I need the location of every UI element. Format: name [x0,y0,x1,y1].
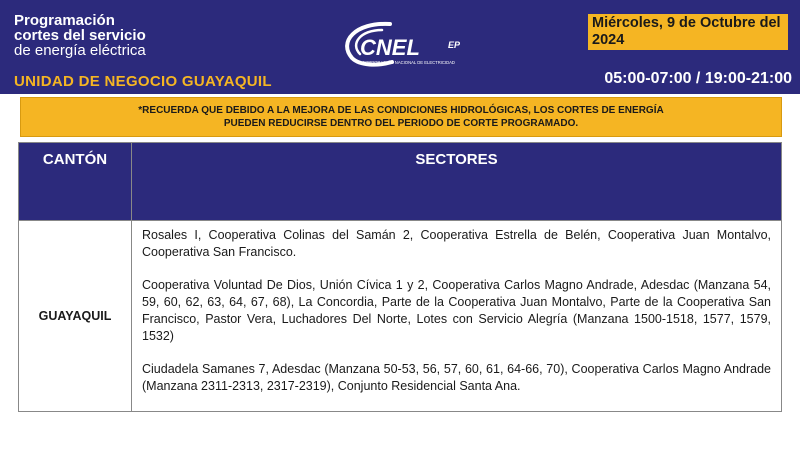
column-header-canton: CANTÓN [19,143,132,221]
title-line-3: de energía eléctrica [14,42,146,59]
time-range: 05:00-07:00 / 19:00-21:00 [604,70,792,87]
sector-group-2: Cooperativa Voluntad De Dios, Unión Cívica 1 y 2, Cooperativa Carlos Magno Andrade, Adesdac (Manzana 54, 59, 60, 62, 63, 64, 67, 68), La Concordia, Parte de la Cooperativa Juan Montalvo, Parte de la Cooperativa San Francisco, Pastor Vera, Luchadores Del Norte, Lotes con Servicio Alegría (Manzana 1500-1518, 1577, 1579, 1532) [142,278,771,343]
business-unit-label: UNIDAD DE NEGOCIO GUAYAQUIL [14,73,272,90]
notice-banner [20,97,782,137]
sector-group-1: Rosales I, Cooperativa Colinas del Samán 2, Cooperativa Estrella de Belén, Cooperativa Juan Montalvo, Cooperativa San Francisco. [142,228,771,259]
sectors-cell [132,221,782,412]
logo-suffix: EP [448,40,461,50]
page-title [14,13,146,58]
logo-subtitle: CORPORACIÓN NACIONAL DE ELECTRICIDAD [362,60,455,65]
notice-line-1: *RECUERDA QUE DEBIDO A LA MEJORA DE LAS CONDICIONES HIDROLÓGICAS, LOS CORTES DE ENERGÍA [138,105,664,116]
schedule-table [18,142,782,412]
cnel-logo [330,18,490,68]
title-line-2: cortes del servicio [14,27,146,44]
header-banner [0,0,800,94]
canton-cell: GUAYAQUIL [19,221,132,412]
sector-group-3: Ciudadela Samanes 7, Adesdac (Manzana 50-53, 56, 57, 60, 61, 64-66, 70), Cooperativa Carlos Magno Andrade (Manzana 2311-2313, 2317-2319), Conjunto Residencial Santa Ana. [142,362,771,393]
notice-line-2: PUEDEN REDUCIRSE DENTRO DEL PERIODO DE CORTE PROGRAMADO. [223,118,579,129]
column-header-sectors: SECTORES [132,143,782,221]
title-line-1: Programación [14,12,115,29]
logo-text: CNEL [360,35,420,60]
date-badge: Miércoles, 9 de Octubre del 2024 [588,14,788,50]
table-row [19,221,782,412]
table-header-row [19,143,782,221]
